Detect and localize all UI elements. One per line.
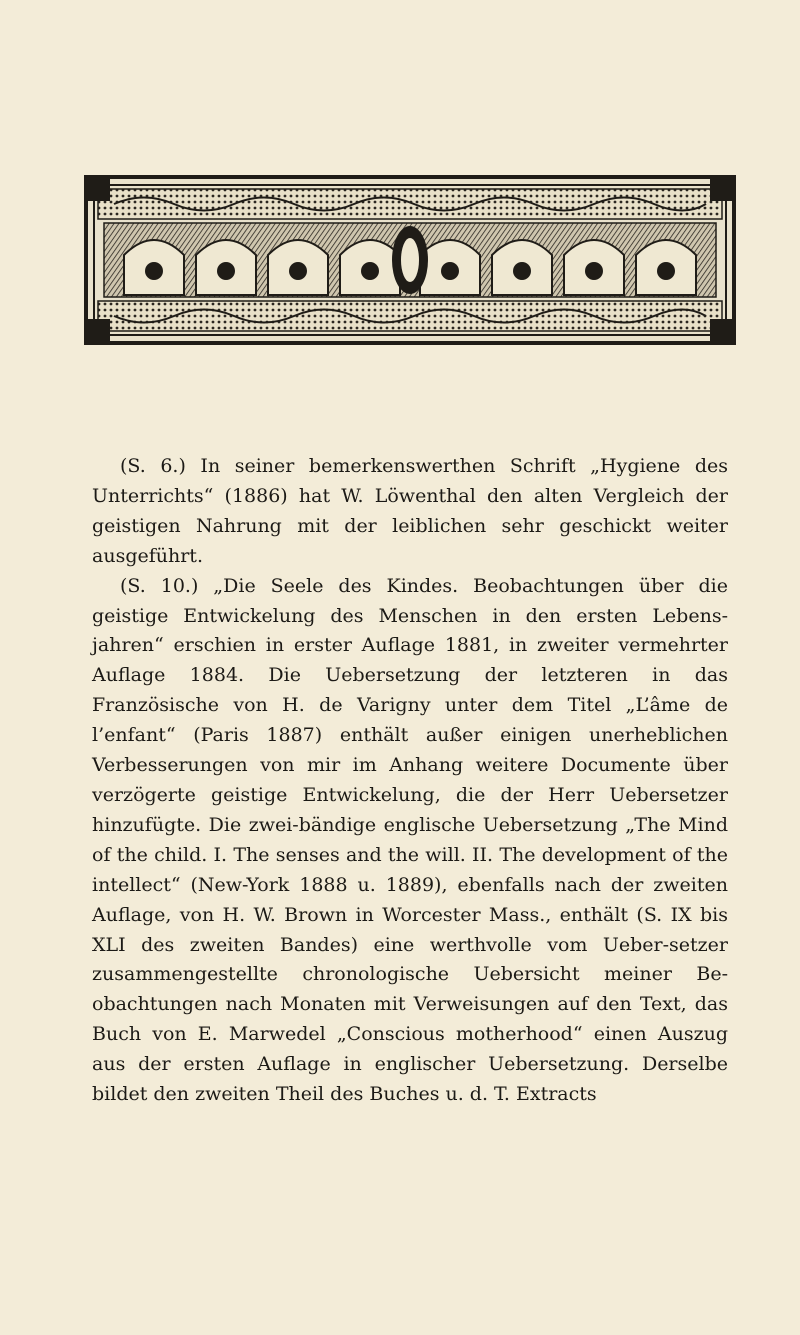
paragraph-page-10-note: (S. 10.) „Die Seele des Kindes. Beobachtungen über die geistige Entwickelung des Menschen in den ersten Lebens-jahren“ erschien in erster Auflage 1881, in zweiter vermehrter Auflage 1884. Die Uebersetzung der letzteren in das Französische von H. de Varigny unter dem Titel „L’âme de l’enfant“ (Paris 1887) enthält außer einigen unerheblichen Verbesserungen von mir im Anhang weitere Documente über verzögerte geistige Entwickelung, die der Herr Uebersetzer hinzufügte. Die zwei-bändige englische Uebersetzung „The Mind of the child. I. The senses and the will. II. The development of the intellect“ (New-York 1888 u. 1889), ebenfalls nach der zweiten Auflage, von H. W. Brown in Worcester Mass., enthält (S. IX bis XLI des zweiten Bandes) eine werthvolle vom Ueber-setzer zusammengestellte chronologische Uebersicht meiner Be-obachtungen nach Monaten mit Verweisungen auf den Text, das Buch von E. Marwedel „Conscious motherhood“ einen Auszug aus der ersten Auflage in englischer Uebersetzung. Derselbe bildet den zweiten Theil des Buches u. d. T. Extracts — [92, 574, 728, 1106]
body-text — [92, 452, 728, 1110]
paragraph-page-6-note: (S. 6.) In seiner bemerkenswerthen Schrift „Hygiene des Unterrichts“ (1886) hat W. Löwenthal den alten Vergleich der geistigen Nahrung mit der leiblichen sehr geschickt weiter ausgeführt. — [92, 455, 728, 567]
ornamental-header-vignette — [84, 175, 736, 345]
